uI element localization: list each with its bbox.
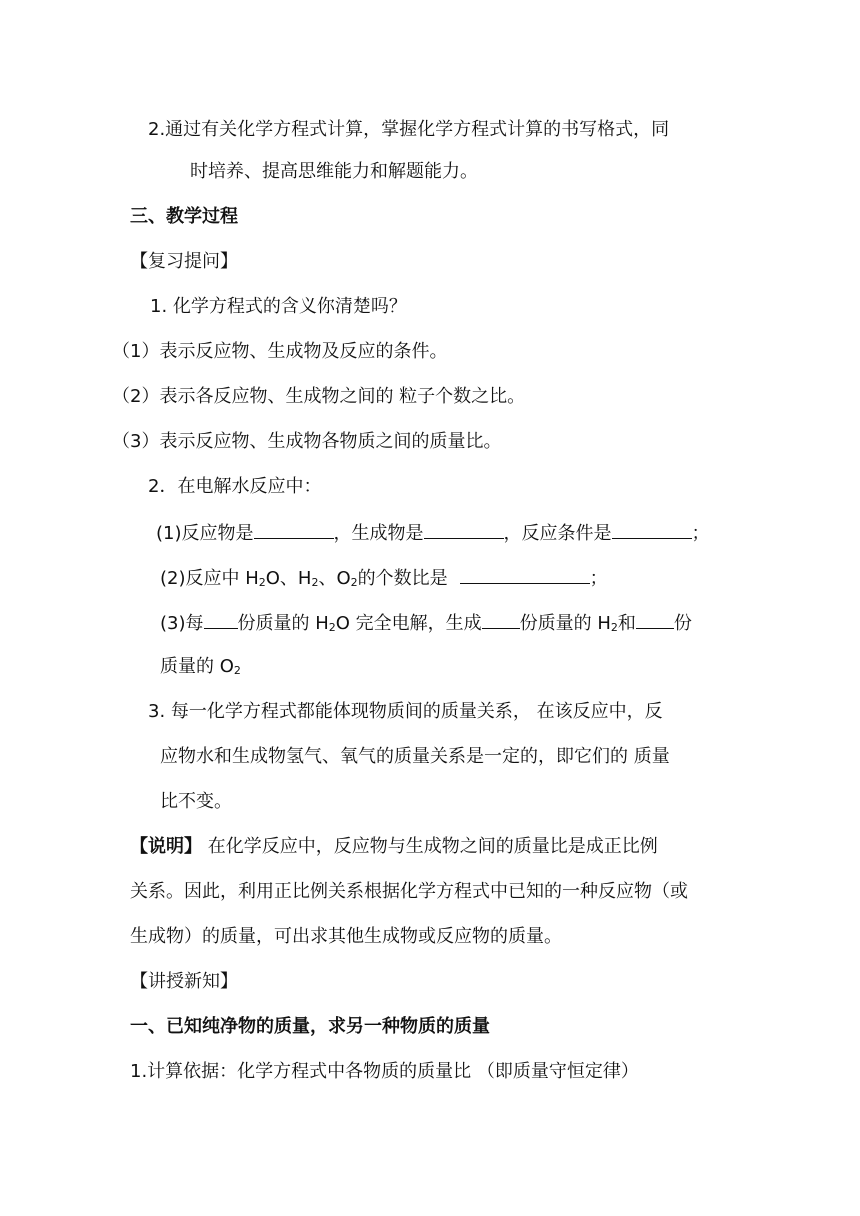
review-item-1: （1）表示反应物、生成物及反应的条件。 bbox=[112, 341, 448, 362]
review-item-3: （3）表示反应物、生成物各物质之间的质量比。 bbox=[112, 431, 502, 452]
question-2-3-line-1: (3)每 份质量的 $H_2O$ 完全电解，生成 份质量的 $H_2$和 份 bbox=[160, 610, 692, 636]
note-line-1: 【说明】 在化学反应中，反应物与生成物之间的质量比是成正比例 bbox=[130, 836, 658, 857]
section-3-title: 三、教学过程 bbox=[130, 206, 238, 227]
note-line-2: 关系。因此，利用正比例关系根据化学方程式中已知的一种反应物（或 bbox=[130, 881, 688, 902]
question-3-line-3: 比不变。 bbox=[160, 791, 232, 812]
blank-reactant[interactable] bbox=[254, 520, 334, 539]
review-question-2: 2．在电解水反应中： bbox=[148, 476, 322, 497]
calculation-basis: 1.计算依据：化学方程式中各物质的质量比 （即质量守恒定律） bbox=[130, 1061, 639, 1082]
new-lesson-heading: 【讲授新知】 bbox=[130, 971, 238, 992]
note-line-3: 生成物）的质量，可出求其他生成物或反应物的质量。 bbox=[130, 926, 562, 947]
objective-2-line-1: 2.通过有关化学方程式计算，掌握化学方程式计算的书写格式，同 bbox=[148, 119, 670, 140]
blank-condition[interactable] bbox=[612, 520, 692, 539]
question-3-line-2: 应物水和生成物氢气、氧气的质量关系是一定的，即它们的 质量 bbox=[160, 746, 670, 767]
note-label: 【说明】 bbox=[130, 836, 202, 857]
objective-2-line-2: 时培养、提高思维能力和解题能力。 bbox=[190, 161, 478, 182]
question-2-3-line-2: 质量的 $O_2$ bbox=[160, 656, 241, 677]
review-heading: 【复习提问】 bbox=[130, 251, 238, 272]
blank-product[interactable] bbox=[424, 520, 504, 539]
question-3-line-1: 3. 每一化学方程式都能体现物质间的质量关系， 在该反应中，反 bbox=[148, 701, 663, 722]
section-1-title: 一、已知纯净物的质量，求另一种物质的质量 bbox=[130, 1016, 490, 1037]
blank-hydrogen-mass[interactable] bbox=[482, 610, 520, 629]
blank-count-ratio[interactable] bbox=[460, 565, 590, 584]
review-item-2: （2）表示各反应物、生成物之间的 粒子个数之比。 bbox=[112, 386, 526, 407]
question-2-2: (2)反应中 $H_2O$、$H_2$、$O_2$的个数比是 ； bbox=[160, 565, 608, 591]
blank-water-mass[interactable] bbox=[204, 610, 238, 629]
question-2-1: (1)反应物是 ，生成物是 ，反应条件是 ； bbox=[156, 520, 710, 546]
blank-oxygen-mass[interactable] bbox=[636, 610, 674, 629]
review-question-1: 1. 化学方程式的含义你清楚吗？ bbox=[150, 296, 407, 317]
